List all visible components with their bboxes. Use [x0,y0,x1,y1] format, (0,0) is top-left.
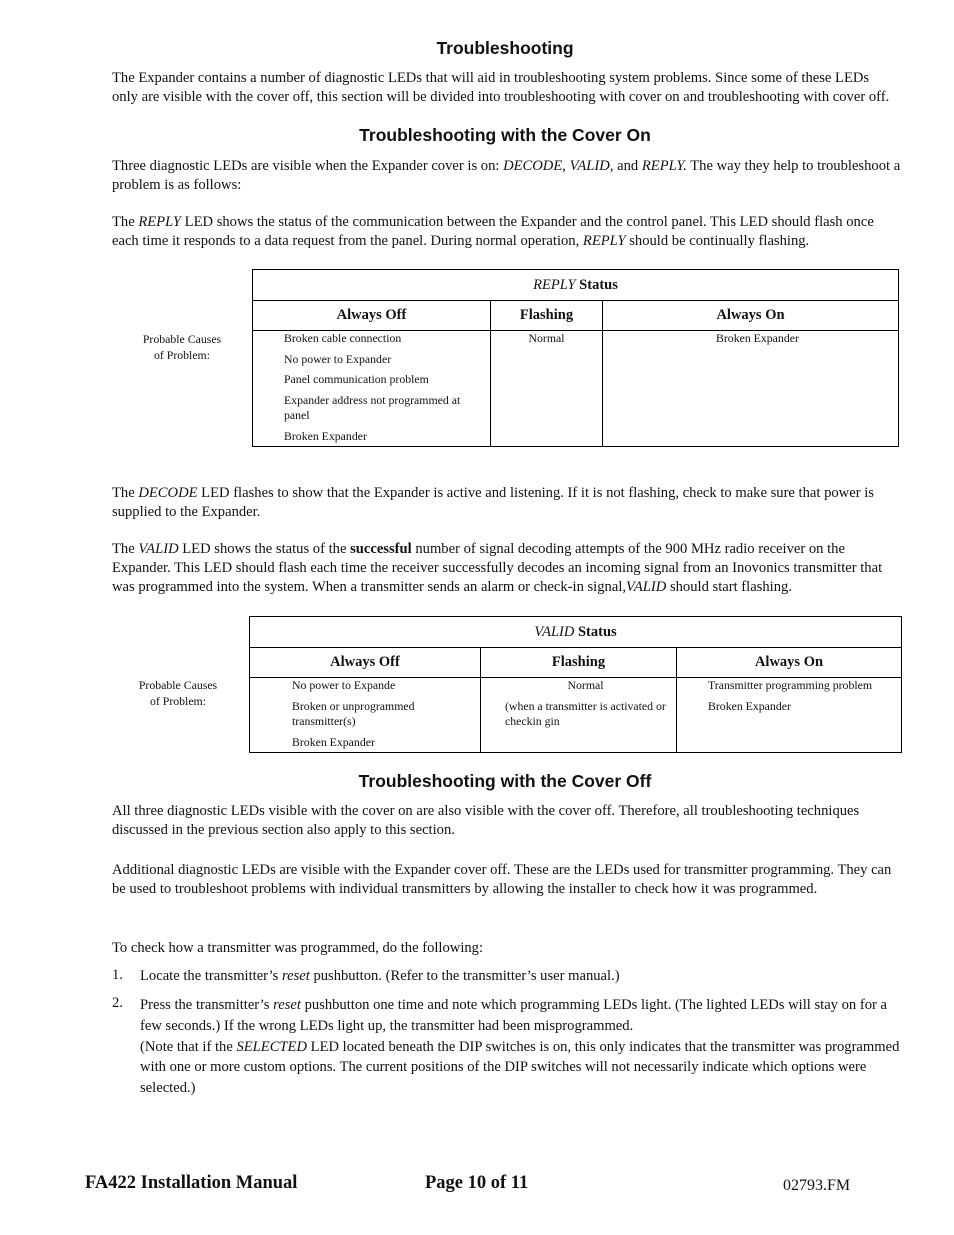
valid-off-cell [250,678,481,753]
cover-off-heading: Troubleshooting with the Cover Off [358,771,652,791]
page-title: Troubleshooting [436,38,574,58]
reply-table-title: REPLY Status [253,270,899,301]
valid-flash-cell [481,678,677,753]
list-item: Transmitter programming problem [708,678,873,692]
valid-col-always-off: Always Off [250,648,481,678]
intro-paragraph: The Expander contains a number of diagnostic LEDs that will aid in troubleshooting system problems. Since some of these LEDs only are visible with the cover off, this section will be divided into troubleshooting with cover on and troubleshooting with cover off. [112,70,890,105]
reply-causes-label: Probable Causes of Problem: [142,332,222,362]
reply-col-flashing: Flashing [491,301,603,331]
step-1-number: 1. [112,967,123,983]
valid-paragraph: The VALID LED shows the status of the successful number of signal decoding attempts of the 900 MHz radio receiver on the Expander. This LED should flash each time the receiver successfully decodes an incoming signal from an Inovonics transmitter that was programmed into the system. When a transmitter sends an alarm or check-in signal,VALID should start flashing. [112,541,883,595]
valid-table-title: VALID Status [250,617,902,648]
cover-on-heading: Troubleshooting with the Cover On [359,125,651,145]
valid-col-flashing: Flashing [481,648,677,678]
reply-on-cell [603,331,899,447]
cover-off-paragraph-3: To check how a transmitter was programmed, do the following: [112,940,484,956]
valid-col-always-on: Always On [677,648,902,678]
cover-on-paragraph-1: Three diagnostic LEDs are visible when the Expander cover is on: DECODE, VALID, and REPLY. The way they help to troubleshoot a problem is as follows: [112,158,901,193]
list-item: Panel communication problem [284,372,429,386]
valid-on-cell [677,678,902,753]
list-item: Expander address not programmed at panel [284,392,461,422]
step-2-text: Press the transmitter’s reset pushbutton one time and note which programming LEDs light. (The lighted LEDs will stay on for a few seconds.) If the wrong LEDs light up, the transmitter had been misprogrammed. (Note that if the SELECTED LED located beneath the DIP switches is on, this only indicates that the transmitter was programmed with one or more custom options. The current positions of the DIP switches will not necessarily indicate which options were selected.) [140,997,900,1097]
reply-flash-cell [491,331,603,447]
footer-page-number: Page 10 of 11 [425,1173,529,1193]
cover-off-paragraph-2: Additional diagnostic LEDs are visible with the Expander cover off. These are the LEDs used for transmitter programming. They can be used to troubleshoot problems with individual transmitters by allowing the installer to check how it was programmed. [112,862,892,897]
step-1-text: Locate the transmitter’s reset pushbutton. (Refer to the transmitter’s user manual.) [140,968,620,984]
reply-off-cell [253,331,491,447]
valid-status-table [249,616,902,753]
list-item: Broken cable connection [284,331,402,345]
list-item: Broken Expander [284,428,367,443]
reply-paragraph: The REPLY LED shows the status of the communication between the Expander and the control panel. This LED should flash once each time it responds to a data request from the panel. During normal operation, REPLY should be continually flashing. [112,214,874,249]
list-item: Broken Expander [292,734,375,749]
reply-col-always-off: Always Off [253,301,491,331]
reply-col-always-on: Always On [603,301,899,331]
valid-causes-label: Probable Causes of Problem: [138,678,218,708]
list-item: Broken or unprogrammed transmitter(s) [292,698,415,728]
list-item: Normal [528,331,565,345]
list-item: (when a transmitter is activated or checkin gin [505,698,666,728]
reply-status-table [252,269,899,447]
cover-off-paragraph-1: All three diagnostic LEDs visible with the cover on are also visible with the cover off. Therefore, all troubleshooting techniques discussed in the previous section also apply to this section. [112,803,860,838]
list-item: No power to Expander [284,351,392,366]
list-item: Broken Expander [708,698,791,713]
step-2-number: 2. [112,995,123,1011]
footer-manual-title: FA422 Installation Manual [85,1173,298,1193]
list-item: Broken Expander [716,331,799,345]
list-item: Normal [567,678,604,692]
list-item: No power to Expande [292,678,396,692]
decode-paragraph: The DECODE LED flashes to show that the Expander is active and listening. If it is not flashing, check to make sure that power is supplied to the Expander. [112,485,874,520]
footer-file-code: 02793.FM [783,1177,851,1194]
